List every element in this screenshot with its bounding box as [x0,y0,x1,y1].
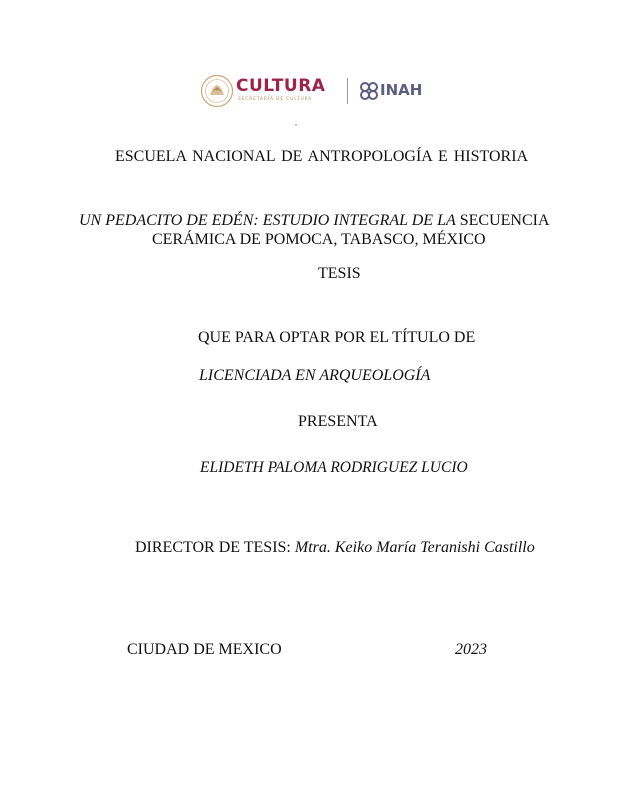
thesis-title-italic: UN PEDACITO DE EDÉN: ESTUDIO INTEGRAL DE LA [79,212,456,229]
degree-title: LICENCIADA EN ARQUEOLOGÍA [199,367,431,384]
logo-divider [347,78,348,104]
cultura-seal-icon [200,74,234,108]
thesis-title-roman: SECUENCIA [455,212,550,229]
thesis-title-line2: CERÁMICA DE POMOCA, TABASCO, MÉXICO [152,231,486,248]
decorative-dot [295,124,297,126]
document-type: TESIS [318,265,361,282]
institution-name: ESCUELA NACIONAL DE ANTROPOLOGÍA E HISTORIA [115,148,529,165]
director-label: DIRECTOR DE TESIS: [135,539,295,556]
director-name: Mtra. Keiko María Teranishi Castillo [294,539,535,556]
degree-purpose: QUE PARA OPTAR POR EL TÍTULO DE [198,329,476,346]
presenta-label: PRESENTA [298,413,378,430]
header-logos [200,72,440,112]
year: 2023 [455,641,487,658]
author-name: ELIDETH PALOMA RODRIGUEZ LUCIO [200,459,468,476]
thesis-title-line1 [79,212,550,230]
inah-logo-text: INAH [380,81,423,99]
cultura-logo-subtext: SECRETARÍA DE CULTURA [238,97,313,102]
director-line [135,539,535,557]
city: CIUDAD DE MEXICO [127,641,282,658]
inah-logo-icon [358,80,380,102]
cultura-logo-text: CULTURA [236,76,326,96]
